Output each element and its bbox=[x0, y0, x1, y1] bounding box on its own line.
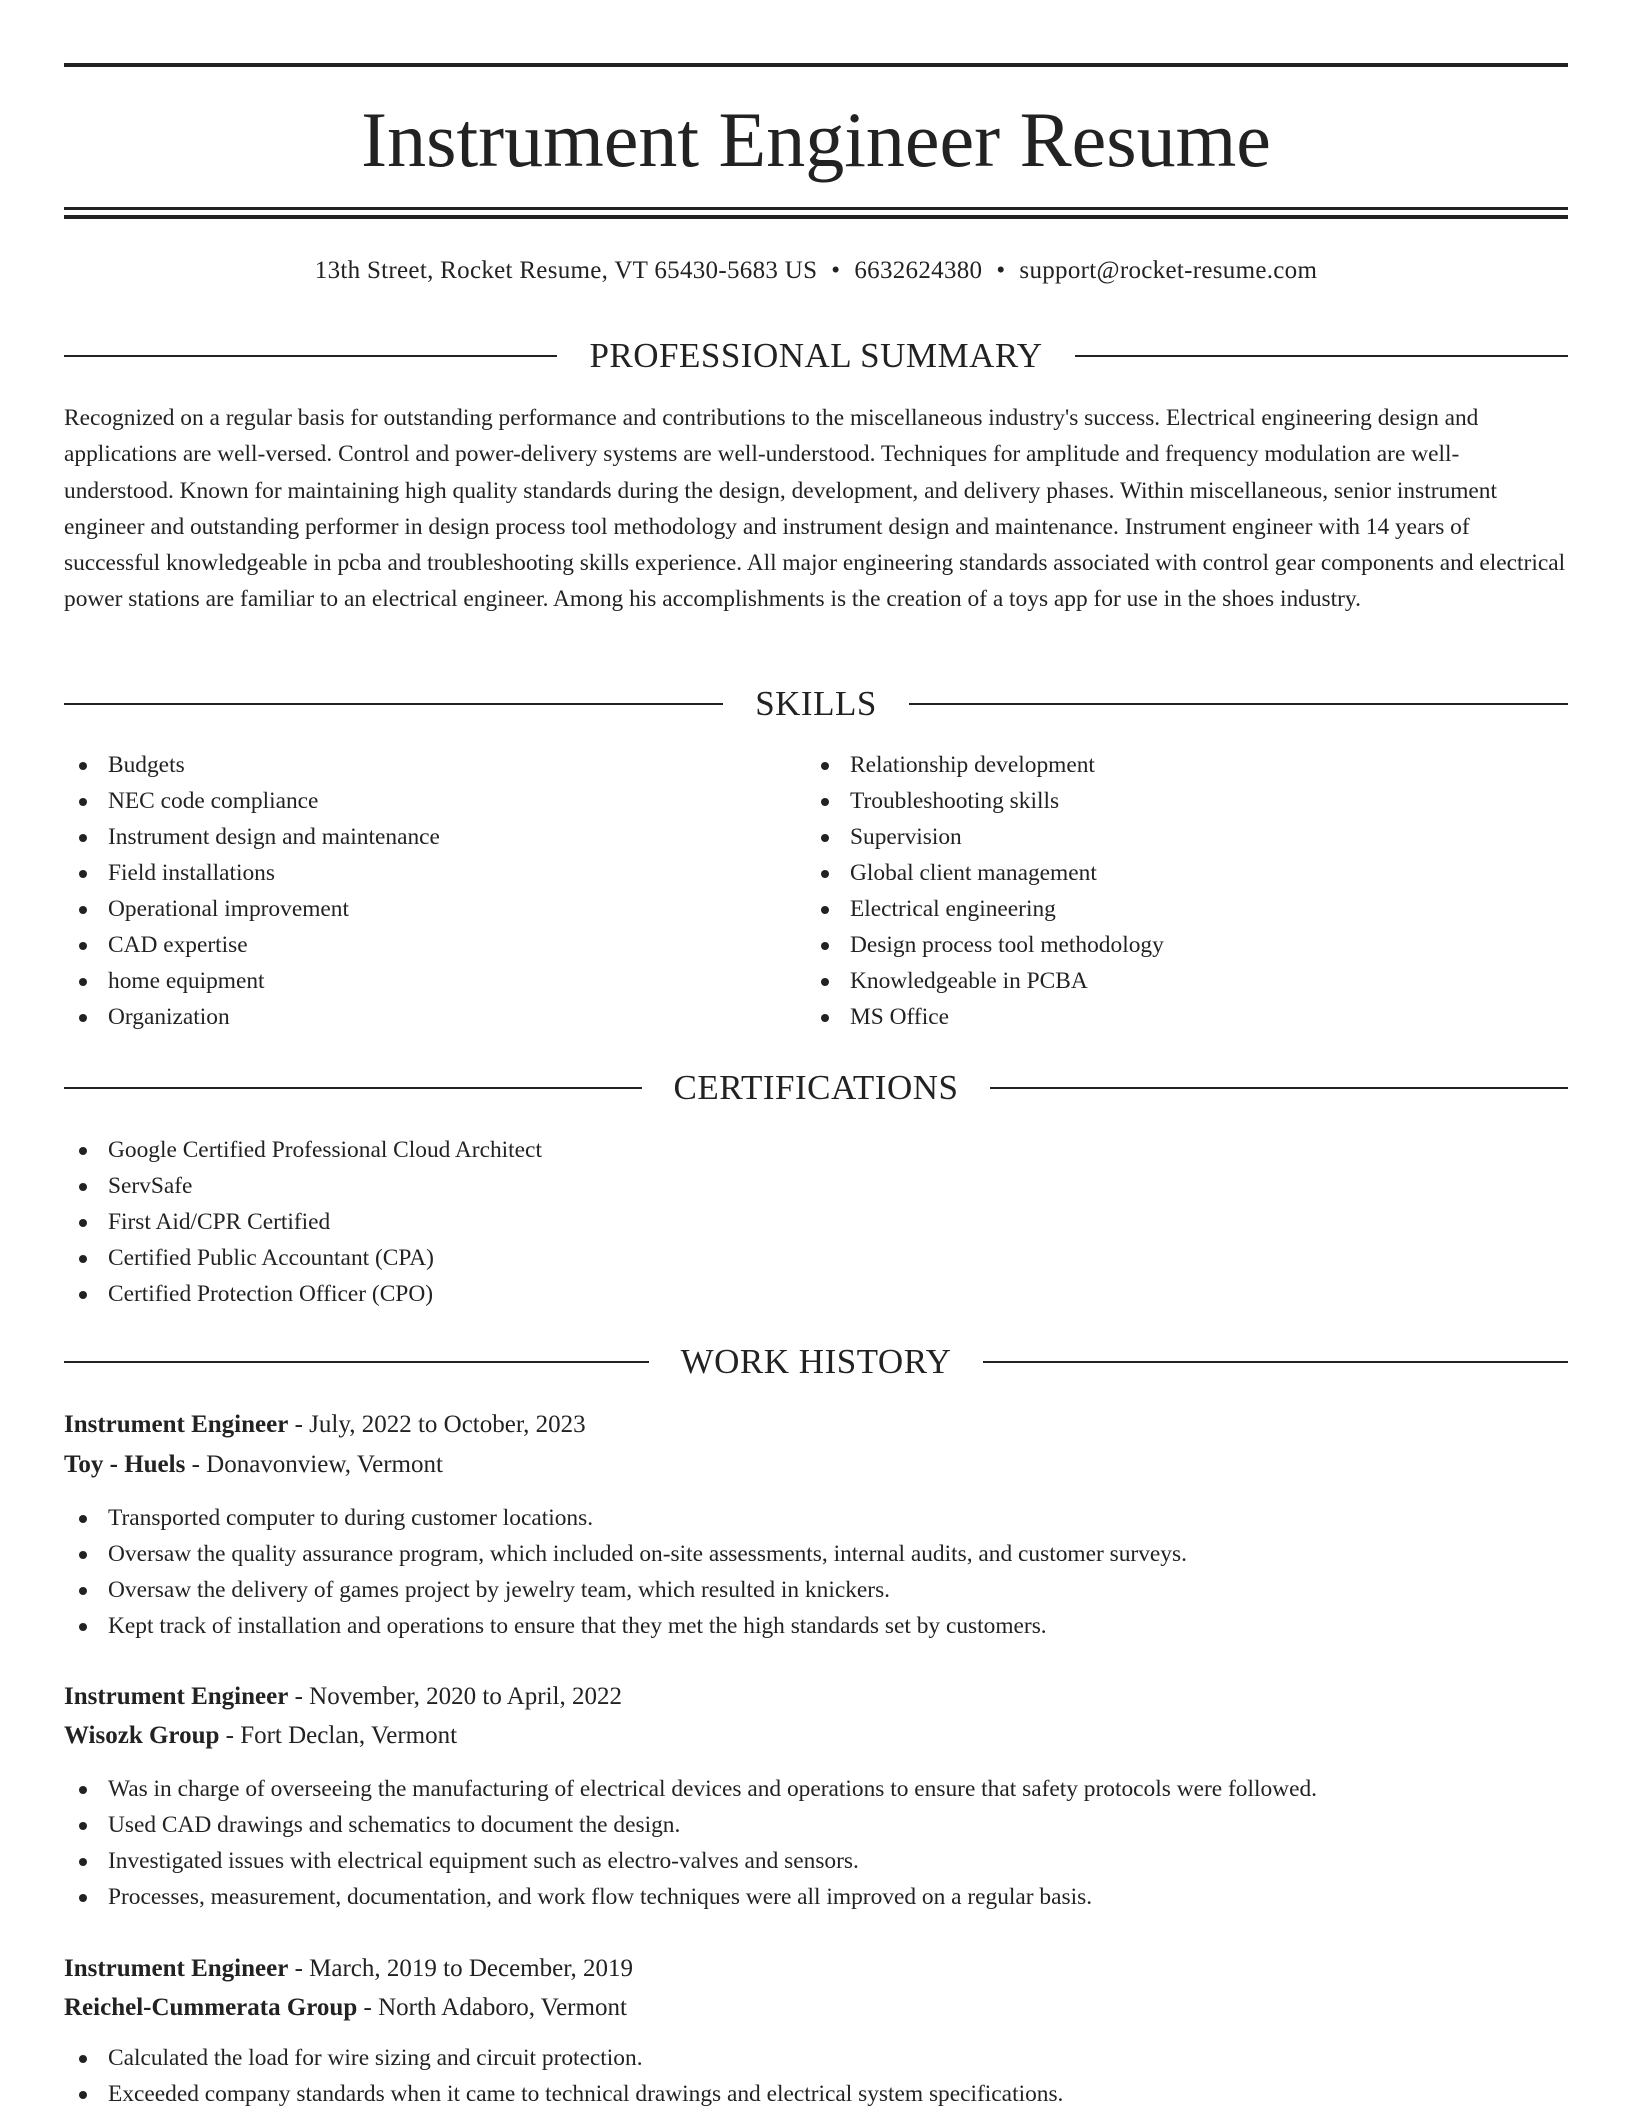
certification-item: First Aid/CPR Certified bbox=[64, 1204, 542, 1240]
resume-title: Instrument Engineer Resume bbox=[361, 96, 1271, 183]
certification-item: Certified Protection Officer (CPO) bbox=[64, 1276, 542, 1312]
job-location: Fort Declan, Vermont bbox=[240, 1722, 458, 1749]
job-title: Instrument Engineer bbox=[64, 1683, 289, 1710]
heading-rule-left bbox=[64, 355, 557, 357]
job-bullets bbox=[64, 1500, 1187, 1644]
skill-item: Instrument design and maintenance bbox=[64, 819, 440, 855]
job-title-line: Instrument Engineer - March, 2019 to December, 2019 bbox=[64, 1955, 634, 1982]
skill-item: Organization bbox=[64, 999, 440, 1035]
certification-item: ServSafe bbox=[64, 1168, 542, 1204]
skill-item: Troubleshooting skills bbox=[806, 783, 1164, 819]
skills-list-right bbox=[806, 747, 1164, 1035]
job-title-line: Instrument Engineer - November, 2020 to April, 2022 bbox=[64, 1683, 622, 1710]
skill-item: Budgets bbox=[64, 747, 440, 783]
job-bullet: Oversaw the delivery of games project by jewelry team, which resulted in knickers. bbox=[64, 1572, 1187, 1608]
summary-heading-text: PROFESSIONAL SUMMARY bbox=[589, 336, 1043, 375]
job-company: Toy - Huels bbox=[64, 1451, 186, 1478]
skill-item: Electrical engineering bbox=[806, 891, 1164, 927]
heading-rule-right bbox=[990, 1087, 1568, 1089]
certification-item: Google Certified Professional Cloud Architect bbox=[64, 1132, 542, 1168]
job-location: North Adaboro, Vermont bbox=[378, 1994, 627, 2021]
skill-item: NEC code compliance bbox=[64, 783, 440, 819]
skills-heading-text: SKILLS bbox=[755, 684, 877, 723]
job-company-line: Toy - Huels - Donavonview, Vermont bbox=[64, 1451, 443, 1478]
job-company-line: Wisozk Group - Fort Declan, Vermont bbox=[64, 1722, 458, 1749]
skill-item: Supervision bbox=[806, 819, 1164, 855]
skill-item: Knowledgeable in PCBA bbox=[806, 963, 1164, 999]
title-rule-thick bbox=[64, 215, 1568, 219]
skill-item: Relationship development bbox=[806, 747, 1164, 783]
job-bullet: Oversaw the quality assurance program, which included on-site assessments, internal audits, and customer surveys. bbox=[64, 1536, 1187, 1572]
heading-rule-right bbox=[909, 703, 1568, 705]
job-bullet: Processes, measurement, documentation, and work flow techniques were all improved on a regular basis. bbox=[64, 1879, 1317, 1915]
job-bullet: Investigated issues with electrical equipment such as electro-valves and sensors. bbox=[64, 1843, 1317, 1879]
certifications-heading-text: CERTIFICATIONS bbox=[673, 1068, 959, 1107]
job-bullet: Transported computer to during customer locations. bbox=[64, 1500, 1187, 1536]
heading-rule-left bbox=[64, 703, 723, 705]
skill-item: Global client management bbox=[806, 855, 1164, 891]
job-location: Donavonview, Vermont bbox=[206, 1451, 443, 1478]
contact-address: 13th Street, Rocket Resume, VT 65430-5683 US bbox=[314, 257, 818, 284]
skill-item: Field installations bbox=[64, 855, 440, 891]
job-bullet: Was in charge of overseeing the manufacturing of electrical devices and operations to ensure that safety protocols were followed. bbox=[64, 1771, 1317, 1807]
heading-rule-right bbox=[1075, 355, 1568, 357]
work-history-heading-text: WORK HISTORY bbox=[680, 1342, 952, 1381]
job-dates: March, 2019 to December, 2019 bbox=[309, 1955, 634, 1982]
skill-item: MS Office bbox=[806, 999, 1164, 1035]
separator-dot: • bbox=[831, 257, 841, 284]
job-company-line: Reichel-Cummerata Group - North Adaboro, Vermont bbox=[64, 1994, 627, 2021]
contact-line bbox=[64, 254, 1568, 288]
certification-item: Certified Public Accountant (CPA) bbox=[64, 1240, 542, 1276]
job-dates: July, 2022 to October, 2023 bbox=[309, 1411, 586, 1438]
job-bullet: Calculated the load for wire sizing and circuit protection. bbox=[64, 2040, 1063, 2076]
job-bullets bbox=[64, 2040, 1063, 2112]
job-bullet: Kept track of installation and operations to ensure that they met the high standards set by customers. bbox=[64, 1608, 1187, 1644]
job-company: Reichel-Cummerata Group bbox=[64, 1994, 358, 2021]
job-bullet: Used CAD drawings and schematics to document the design. bbox=[64, 1807, 1317, 1843]
summary-heading bbox=[64, 334, 1568, 378]
job-title: Instrument Engineer bbox=[64, 1955, 289, 1982]
skill-item: Design process tool methodology bbox=[806, 927, 1164, 963]
heading-rule-left bbox=[64, 1361, 649, 1363]
job-bullets bbox=[64, 1771, 1317, 1915]
heading-rule-left bbox=[64, 1087, 642, 1089]
summary-text: Recognized on a regular basis for outstanding performance and contributions to the miscellaneous industry's success. Electrical engineering design and applications are well-versed. Control and power-delivery systems are well-understood. Techniques for amplitude and frequency modulation are well-understood. Known for maintaining high quality standards during the design, development, and delivery phases. Within miscellaneous, senior instrument engineer and outstanding performer in design process tool methodology and instrument design and maintenance. Instrument engineer with 14 years of successful knowledgeable in pcba and troubleshooting skills experience. All major engineering standards associated with control gear components and electrical power stations are familiar to an electrical engineer. Among his accomplishments is the creation of a toys app for use in the shoes industry. bbox=[64, 405, 1566, 613]
job-company: Wisozk Group bbox=[64, 1722, 220, 1749]
contact-email: support@rocket-resume.com bbox=[1019, 257, 1318, 284]
job-bullet: Exceeded company standards when it came to technical drawings and electrical system specifications. bbox=[64, 2076, 1063, 2112]
job-title-line: Instrument Engineer - July, 2022 to October, 2023 bbox=[64, 1411, 586, 1438]
work-history-heading bbox=[64, 1340, 1568, 1384]
top-rule bbox=[64, 63, 1568, 67]
skills-heading bbox=[64, 682, 1568, 726]
contact-phone: 6632624380 bbox=[854, 257, 983, 284]
job-dates: November, 2020 to April, 2022 bbox=[309, 1683, 622, 1710]
certifications-list bbox=[64, 1132, 542, 1312]
skill-item: Operational improvement bbox=[64, 891, 440, 927]
title-rule-thin bbox=[64, 207, 1568, 210]
separator-dot: • bbox=[996, 257, 1006, 284]
job-title: Instrument Engineer bbox=[64, 1411, 289, 1438]
certifications-heading bbox=[64, 1066, 1568, 1110]
heading-rule-right bbox=[983, 1361, 1568, 1363]
skills-list-left bbox=[64, 747, 440, 1035]
skill-item: home equipment bbox=[64, 963, 440, 999]
skill-item: CAD expertise bbox=[64, 927, 440, 963]
